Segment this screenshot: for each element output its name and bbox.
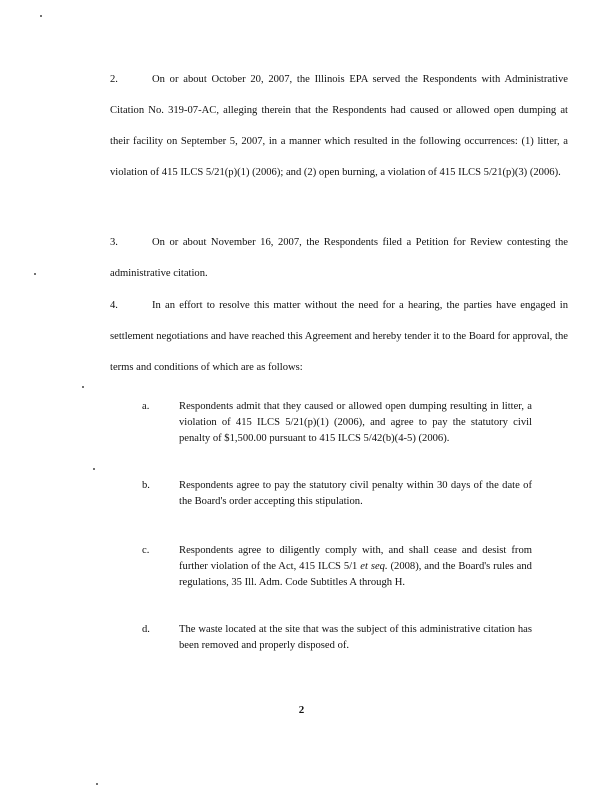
item-text: Respondents agree to pay the statutory civil penalty within 30 days of the date of the Board's order accepting this stipulation. (179, 480, 532, 507)
item-text-part: (2008), and the Board's rules and regulations, 35 Ill. Adm. Code Subtitles A through H. (179, 561, 532, 588)
scan-speck (40, 15, 42, 17)
list-item-d (142, 622, 532, 654)
list-item-c (142, 543, 532, 591)
page-number: 2 (298, 704, 305, 716)
paragraph-number: 3. (110, 237, 118, 248)
paragraph-2 (74, 64, 568, 188)
paragraph-text: In an effort to resolve this matter without the need for a hearing, the parties have engaged in settlement negotiations and have reached this Agreement and hereby tender it to the Board for approval, the terms and conditions of which are as follows: (110, 300, 568, 373)
item-letter: a. (142, 401, 150, 412)
item-letter: d. (142, 624, 150, 635)
scan-speck (34, 273, 36, 275)
list-item-b (142, 478, 532, 510)
item-letter: c. (142, 545, 150, 556)
paragraph-text: On or about November 16, 2007, the Respondents filed a Petition for Review contesting the administrative citation. (110, 237, 568, 279)
item-text-part: Respondents agree to diligently comply with, and shall cease and desist from further violation of the Act, 415 ILCS 5/1 (179, 545, 532, 572)
scan-speck (93, 468, 95, 470)
paragraph-number: 4. (110, 300, 118, 311)
list-item-a (142, 399, 532, 447)
item-text: Respondents admit that they caused or allowed open dumping resulting in litter, a violation of 415 ILCS 5/21(p)(1) (2006), and agree to pay the statutory civil penalty of $1,500.00 pursuant to 415 ILCS 5/42(b)(4-5) (2006). (179, 401, 532, 444)
scan-speck (82, 386, 84, 388)
item-text: The waste located at the site that was the subject of this administrative citation has been removed and properly disposed of. (179, 624, 532, 651)
item-text (179, 543, 532, 591)
paragraph-text: On or about October 20, 2007, the Illinois EPA served the Respondents with Administrative Citation No. 319-07-AC, alleging therein that the Respondents had caused or allowed open dumping at their facility on September 5, 2007, in a manner which resulted in the following occurrences: (1) litter, a violation of 415 ILCS 5/21(p)(1) (2006); and (2) open burning, a violation of 415 ILCS 5/21(p)(3) (2006). (110, 74, 568, 178)
scan-speck (96, 783, 98, 785)
paragraph-3 (74, 227, 568, 289)
item-letter: b. (142, 480, 150, 491)
paragraph-4 (74, 290, 568, 383)
paragraph-number: 2. (110, 74, 118, 85)
item-text-italic: et seq. (360, 561, 388, 572)
